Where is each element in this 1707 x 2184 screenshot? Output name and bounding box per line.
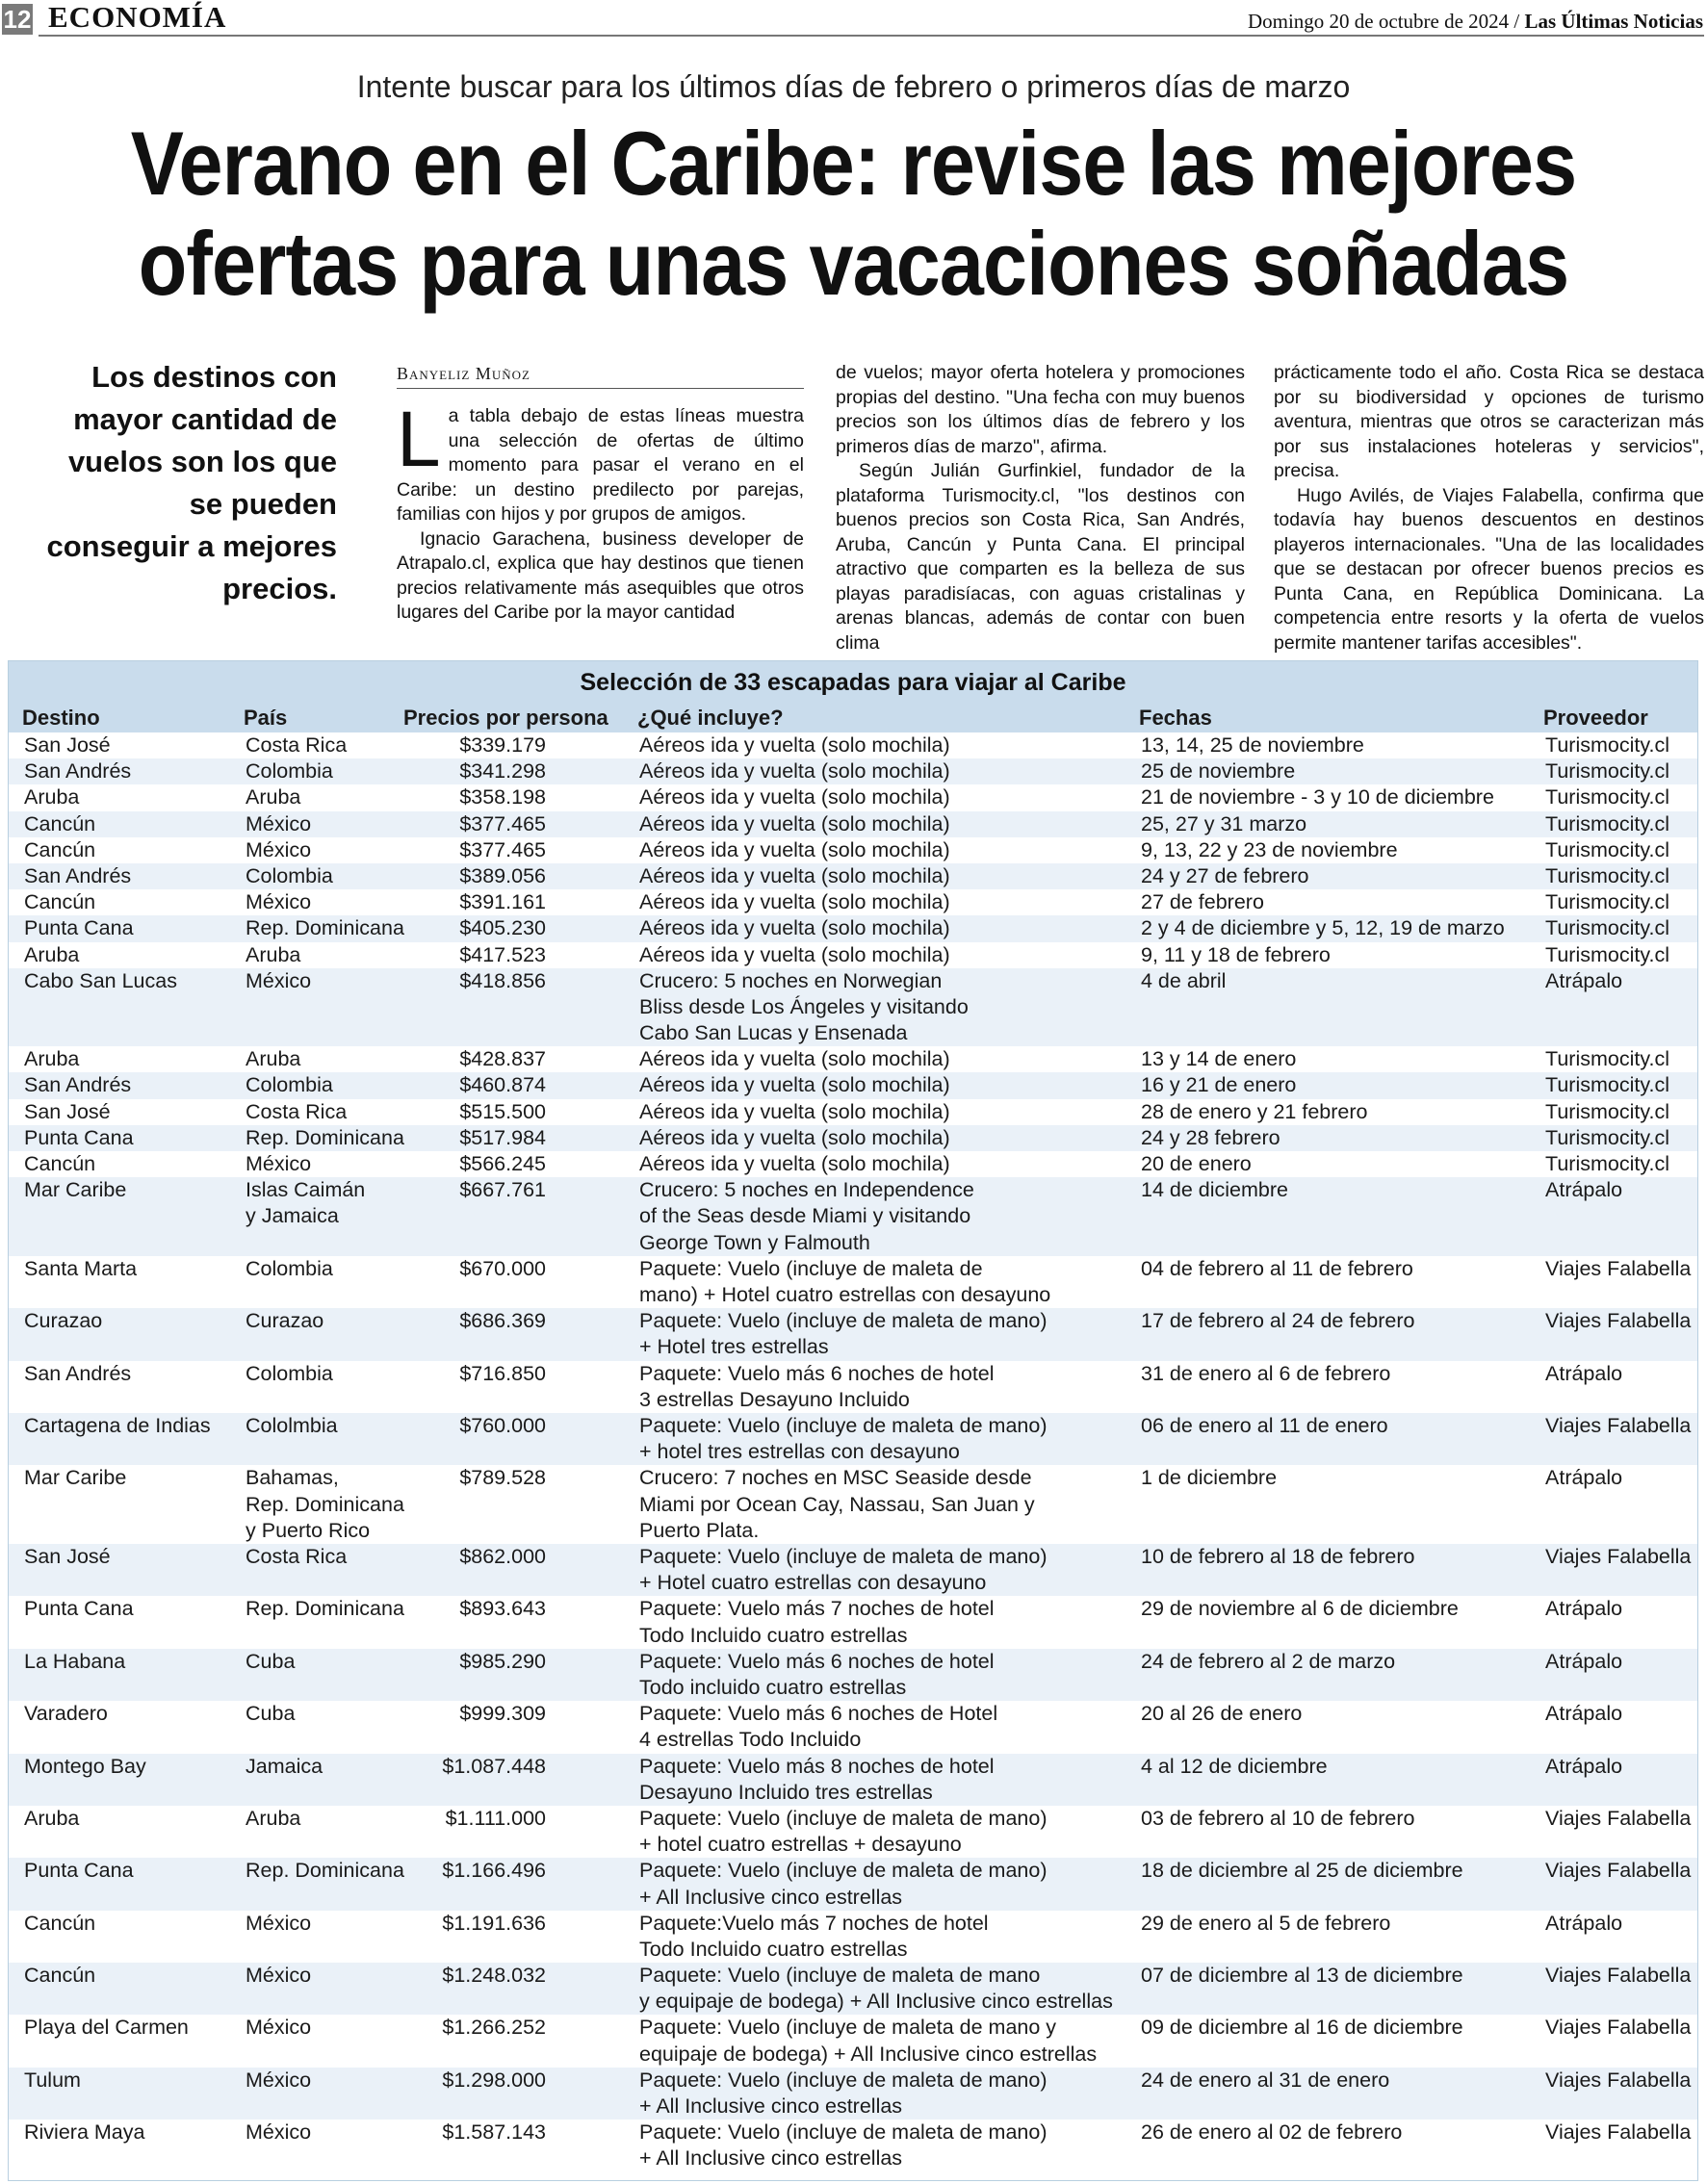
cell-pais: Islas Caimán y Jamaica: [246, 1178, 366, 1228]
table-row: [9, 968, 1697, 1047]
cell-proveedor: Atrápalo: [1545, 1754, 1623, 1778]
cell-precio: $405.230: [459, 916, 546, 940]
table-row: [9, 1125, 1697, 1151]
cell-proveedor: Viajes Falabella: [1545, 1309, 1692, 1333]
cell-pais: Colombia: [246, 1361, 333, 1385]
cell-pais: Rep. Dominicana: [246, 916, 404, 940]
cell-precio: $418.856: [459, 968, 546, 992]
cell-precio: $391.161: [459, 890, 546, 914]
cell-pais: Costa Rica: [246, 1544, 348, 1568]
cell-precio: $428.837: [459, 1047, 546, 1071]
table-row: [9, 1858, 1697, 1910]
cell-pais: Costa Rica: [246, 1099, 348, 1123]
cell-fechas: 14 de diciembre: [1141, 1178, 1288, 1202]
cell-pais: Cuba: [246, 1649, 296, 1673]
cell-incluye: Aéreos ida y vuelta (solo mochila): [639, 837, 950, 861]
headline-line-1: Verano en el Caribe: revise las mejores: [130, 113, 1577, 214]
cell-precio: $862.000: [459, 1544, 546, 1568]
table-row: [9, 2120, 1697, 2171]
cell-proveedor: Atrápalo: [1545, 1361, 1623, 1385]
cell-fechas: 4 de abril: [1141, 968, 1227, 992]
cell-destino: Aruba: [24, 942, 80, 966]
cell-destino: Cancún: [24, 890, 96, 914]
cell-incluye: Paquete: Vuelo (incluye de maleta de mano) + All Inclusive cinco estrellas: [639, 2068, 1047, 2119]
cell-destino: Cancún: [24, 837, 96, 861]
cell-proveedor: Turismocity.cl: [1545, 1125, 1669, 1149]
cell-precio: $686.369: [459, 1309, 546, 1333]
header-precio: Precios por persona: [403, 706, 608, 730]
table-row: [9, 1177, 1697, 1256]
cell-incluye: Paquete: Vuelo (incluye de maleta de mano) + All Inclusive cinco estrellas: [639, 1859, 1047, 1909]
cell-fechas: 04 de febrero al 11 de febrero: [1141, 1256, 1413, 1280]
cell-incluye: Aéreos ida y vuelta (solo mochila): [639, 1047, 950, 1071]
cell-pais: Rep. Dominicana: [246, 1597, 404, 1621]
table-row: [9, 732, 1697, 758]
cell-incluye: Paquete: Vuelo (incluye de maleta de mano) + Hotel cuatro estrellas con desayuno: [639, 1256, 1051, 1307]
dateline: [1248, 10, 1703, 34]
table-row: [9, 1256, 1697, 1308]
cell-pais: Bahamas, Rep. Dominicana y Puerto Rico: [246, 1466, 404, 1542]
article-column-3: [1274, 361, 1704, 655]
page-number: 12: [3, 5, 32, 34]
cell-destino: Cancún: [24, 811, 96, 835]
cell-fechas: 9, 11 y 18 de febrero: [1141, 942, 1331, 966]
cell-destino: San Andrés: [24, 759, 132, 784]
cell-incluye: Crucero: 5 noches en Norwegian Bliss desde Los Ángeles y visitando Cabo San Lucas y Ensenada: [639, 968, 969, 1045]
article-lead: Los destinos con mayor cantidad de vuelos son los que se pueden conseguir a mejores precios.: [46, 360, 337, 605]
header-destino: Destino: [22, 706, 100, 730]
article-column-1: [397, 396, 804, 626]
cell-precio: $1.111.000: [445, 1806, 546, 1830]
cell-destino: San José: [24, 1099, 111, 1123]
table-row: [9, 1754, 1697, 1806]
cell-proveedor: Viajes Falabella: [1545, 2016, 1692, 2040]
cell-fechas: 25, 27 y 31 marzo: [1141, 811, 1307, 835]
cell-proveedor: Viajes Falabella: [1545, 1964, 1692, 1988]
cell-pais: Aruba: [246, 1047, 301, 1071]
cell-fechas: 16 y 21 de enero: [1141, 1073, 1297, 1097]
table-row: [9, 784, 1697, 810]
cell-fechas: 17 de febrero al 24 de febrero: [1141, 1309, 1415, 1333]
cell-incluye: Paquete: Vuelo (incluye de maleta de mano) + hotel cuatro estrellas + desayuno: [639, 1806, 1047, 1857]
table-row: [9, 1151, 1697, 1177]
cell-destino: Punta Cana: [24, 1125, 134, 1149]
cell-precio: $670.000: [459, 1256, 546, 1280]
cell-fechas: 31 de enero al 6 de febrero: [1141, 1361, 1391, 1385]
cell-precio: $716.850: [459, 1361, 546, 1385]
cell-destino: Punta Cana: [24, 1597, 134, 1621]
cell-pais: Cololmbia: [246, 1413, 338, 1437]
cell-proveedor: Turismocity.cl: [1545, 1047, 1669, 1071]
cell-proveedor: Turismocity.cl: [1545, 863, 1669, 887]
cell-fechas: 06 de enero al 11 de enero: [1141, 1413, 1388, 1437]
cell-destino: Aruba: [24, 1047, 80, 1071]
cell-precio: $341.298: [459, 759, 546, 784]
cell-destino: Cabo San Lucas: [24, 968, 177, 992]
cell-incluye: Paquete: Vuelo más 7 noches de hotel Todo Incluido cuatro estrellas: [639, 1597, 995, 1647]
cell-proveedor: Viajes Falabella: [1545, 1806, 1692, 1830]
cell-precio: $566.245: [459, 1152, 546, 1176]
cell-precio: $1.166.496: [442, 1859, 546, 1883]
page-header: [0, 0, 1707, 39]
cell-fechas: 24 y 28 febrero: [1141, 1125, 1280, 1149]
cell-pais: México: [246, 1152, 312, 1176]
cell-destino: Punta Cana: [24, 916, 134, 940]
cell-fechas: 18 de diciembre al 25 de diciembre: [1141, 1859, 1463, 1883]
table-row: [9, 1596, 1697, 1648]
table-row: [9, 1649, 1697, 1701]
cell-fechas: 1 de diciembre: [1141, 1466, 1278, 1490]
cell-pais: México: [246, 837, 312, 861]
cell-pais: México: [246, 1964, 312, 1988]
publication-name: Las Últimas Noticias: [1524, 10, 1703, 33]
cell-destino: San Andrés: [24, 1361, 132, 1385]
table-body: [9, 732, 1697, 2172]
cell-destino: Mar Caribe: [24, 1178, 127, 1202]
cell-proveedor: Viajes Falabella: [1545, 2120, 1692, 2145]
cell-precio: $789.528: [459, 1466, 546, 1490]
cell-precio: $1.191.636: [442, 1911, 546, 1935]
cell-precio: $515.500: [459, 1099, 546, 1123]
cell-incluye: Paquete: Vuelo (incluye de maleta de mano) + All Inclusive cinco estrellas: [639, 2120, 1047, 2171]
cell-destino: Varadero: [24, 1702, 108, 1726]
cell-destino: Mar Caribe: [24, 1466, 127, 1490]
cell-proveedor: Turismocity.cl: [1545, 785, 1669, 809]
headline-line-2: ofertas para unas vacaciones soñadas: [138, 213, 1569, 314]
cell-incluye: Crucero: 5 noches en Independence of the Seas desde Miami y visitando George Town y Falmouth: [639, 1178, 974, 1254]
cell-proveedor: Viajes Falabella: [1545, 1413, 1692, 1437]
cell-incluye: Paquete: Vuelo (incluye de maleta de mano) + hotel tres estrellas con desayuno: [639, 1413, 1047, 1464]
cell-precio: $517.984: [459, 1125, 546, 1149]
cell-fechas: 4 al 12 de diciembre: [1141, 1754, 1328, 1778]
cell-precio: $667.761: [459, 1178, 546, 1202]
cell-pais: Aruba: [246, 785, 301, 809]
cell-fechas: 09 de diciembre al 16 de diciembre: [1141, 2016, 1463, 2040]
paragraph-text: a tabla debajo de estas líneas muestra una selección de ofertas de último momento para pasar el verano en el Caribe: un destino predilecto por parejas, familias con hijos y por grupos de amigos.: [397, 405, 804, 525]
cell-destino: Aruba: [24, 1806, 80, 1830]
cell-pais: México: [246, 890, 312, 914]
cell-fechas: 28 de enero y 21 febrero: [1141, 1099, 1368, 1123]
cell-pais: Cuba: [246, 1702, 296, 1726]
cell-destino: Montego Bay: [24, 1754, 146, 1778]
cell-proveedor: Viajes Falabella: [1545, 2068, 1692, 2092]
cell-proveedor: Viajes Falabella: [1545, 1544, 1692, 1568]
cell-proveedor: Turismocity.cl: [1545, 942, 1669, 966]
cell-proveedor: Turismocity.cl: [1545, 1099, 1669, 1123]
cell-precio: $1.248.032: [442, 1964, 546, 1988]
table-row: [9, 1308, 1697, 1360]
cell-pais: Colombia: [246, 863, 333, 887]
table-row: [9, 758, 1697, 784]
cell-pais: Costa Rica: [246, 733, 348, 757]
cell-fechas: 03 de febrero al 10 de febrero: [1141, 1806, 1415, 1830]
table-row: [9, 1046, 1697, 1072]
cell-pais: Rep. Dominicana: [246, 1125, 404, 1149]
cell-incluye: Crucero: 7 noches en MSC Seaside desde Miami por Ocean Cay, Nassau, San Juan y Puerto Plata.: [639, 1466, 1035, 1542]
cell-proveedor: Atrápalo: [1545, 1466, 1623, 1490]
cell-precio: $417.523: [459, 942, 546, 966]
cell-incluye: Aéreos ida y vuelta (solo mochila): [639, 1125, 950, 1149]
cell-proveedor: Atrápalo: [1545, 1178, 1623, 1202]
cell-pais: México: [246, 2016, 312, 2040]
cell-precio: $1.266.252: [442, 2016, 546, 2040]
cell-precio: $1.587.143: [442, 2120, 546, 2145]
table-row: [9, 811, 1697, 837]
cell-fechas: 25 de noviembre: [1141, 759, 1296, 784]
offers-table: [8, 660, 1698, 2181]
paragraph: Hugo Avilés, de Viajes Falabella, confirma que todavía hay buenos descuentos en destinos playeros internacionales. "Una de las localidades que se destacan por ofrecer buenos precios es Punta Cana, en República Dominicana. La competencia entre resorts y la oferta de vuelos permite mantener tarifas accesibles".: [1274, 484, 1704, 654]
cell-proveedor: Viajes Falabella: [1545, 1859, 1692, 1883]
cell-destino: La Habana: [24, 1649, 126, 1673]
cell-destino: San Andrés: [24, 1073, 132, 1097]
cell-destino: Tulum: [24, 2068, 81, 2092]
cell-proveedor: Turismocity.cl: [1545, 759, 1669, 784]
date-text: Domingo 20 de octubre de 2024 /: [1247, 10, 1520, 33]
cell-destino: Cancún: [24, 1911, 96, 1935]
cell-fechas: 10 de febrero al 18 de febrero: [1141, 1544, 1415, 1568]
table-title: Selección de 33 escapadas para viajar al Caribe: [9, 661, 1697, 704]
cell-pais: Aruba: [246, 1806, 301, 1830]
cell-destino: Cancún: [24, 1964, 96, 1988]
cell-incluye: Aéreos ida y vuelta (solo mochila): [639, 863, 950, 887]
cell-fechas: 26 de enero al 02 de febrero: [1141, 2120, 1403, 2145]
paragraph: Según Julián Gurfinkiel, fundador de la plataforma Turismocity.cl, "los destinos con buenos precios son Costa Rica, San Andrés, Aruba, Cancún y Punta Cana. El principal atractivo que comparten es la belleza de sus playas paradisíacas, con aguas cristalinas y arenas blancas, además de contar con buen clima: [836, 460, 1245, 654]
cell-destino: San José: [24, 733, 111, 757]
cell-precio: $1.087.448: [442, 1754, 546, 1778]
table-row: [9, 1361, 1697, 1413]
cell-destino: Santa Marta: [24, 1256, 138, 1280]
cell-fechas: 2 y 4 de diciembre y 5, 12, 19 de marzo: [1141, 916, 1505, 940]
cell-precio: $1.298.000: [442, 2068, 546, 2092]
cell-incluye: Aéreos ida y vuelta (solo mochila): [639, 890, 950, 914]
cell-fechas: 24 y 27 de febrero: [1141, 863, 1309, 887]
cell-incluye: Paquete: Vuelo (incluye de maleta de mano y equipaje de bodega) + All Inclusive cinco estrellas: [639, 1964, 1113, 2014]
cell-pais: Rep. Dominicana: [246, 1859, 404, 1883]
cell-fechas: 29 de enero al 5 de febrero: [1141, 1911, 1391, 1935]
cell-destino: Punta Cana: [24, 1859, 134, 1883]
header-pais: País: [244, 706, 288, 730]
cell-precio: $893.643: [459, 1597, 546, 1621]
cell-incluye: Paquete:Vuelo más 7 noches de hotel Todo Incluido cuatro estrellas: [639, 1911, 989, 1961]
table-row: [9, 1806, 1697, 1858]
table-row: [9, 942, 1697, 968]
cell-pais: México: [246, 2120, 312, 2145]
table-row: [9, 1911, 1697, 1963]
cell-fechas: 29 de noviembre al 6 de diciembre: [1141, 1597, 1459, 1621]
cell-pais: Aruba: [246, 942, 301, 966]
cell-pais: Colombia: [246, 1073, 333, 1097]
cell-fechas: 20 al 26 de enero: [1141, 1702, 1303, 1726]
cell-incluye: Paquete: Vuelo más 6 noches de hotel Todo incluido cuatro estrellas: [639, 1649, 995, 1699]
cell-destino: San José: [24, 1544, 111, 1568]
cell-incluye: Aéreos ida y vuelta (solo mochila): [639, 759, 950, 784]
cell-fechas: 9, 13, 22 y 23 de noviembre: [1141, 837, 1398, 861]
table-row: [9, 1701, 1697, 1753]
cell-fechas: 21 de noviembre - 3 y 10 de diciembre: [1141, 785, 1494, 809]
table-row: [9, 837, 1697, 863]
cell-incluye: Paquete: Vuelo más 6 noches de Hotel 4 estrellas Todo Incluido: [639, 1702, 998, 1752]
cell-fechas: 13, 14, 25 de noviembre: [1141, 733, 1364, 757]
cell-destino: San Andrés: [24, 863, 132, 887]
cell-incluye: Aéreos ida y vuelta (solo mochila): [639, 916, 950, 940]
cell-destino: Curazao: [24, 1309, 103, 1333]
table-row: [9, 915, 1697, 941]
table-row: [9, 1963, 1697, 2015]
cell-precio: $999.309: [459, 1702, 546, 1726]
cell-proveedor: Turismocity.cl: [1545, 916, 1669, 940]
cell-pais: México: [246, 968, 312, 992]
table-row: [9, 2068, 1697, 2120]
article-column-2: [836, 361, 1245, 655]
cell-precio: $985.290: [459, 1649, 546, 1673]
cell-precio: $460.874: [459, 1073, 546, 1097]
article-headline: [102, 114, 1604, 314]
cell-fechas: 27 de febrero: [1141, 890, 1264, 914]
byline: Banyeliz Muñoz: [397, 364, 804, 389]
cell-precio: $389.056: [459, 863, 546, 887]
header-proveedor: Proveedor: [1543, 706, 1648, 730]
header-fechas: Fechas: [1139, 706, 1212, 730]
cell-proveedor: Atrápalo: [1545, 1597, 1623, 1621]
cell-incluye: Aéreos ida y vuelta (solo mochila): [639, 1099, 950, 1123]
cell-fechas: 24 de enero al 31 de enero: [1141, 2068, 1390, 2092]
cell-precio: $377.465: [459, 811, 546, 835]
cell-proveedor: Turismocity.cl: [1545, 1152, 1669, 1176]
cell-proveedor: Turismocity.cl: [1545, 733, 1669, 757]
cell-pais: Colombia: [246, 1256, 333, 1280]
cell-proveedor: Atrápalo: [1545, 1649, 1623, 1673]
cell-destino: Playa del Carmen: [24, 2016, 189, 2040]
header-rule: [39, 35, 1704, 37]
article-kicker: Intente buscar para los últimos días de febrero o primeros días de marzo: [356, 69, 1351, 104]
cell-pais: México: [246, 2068, 312, 2092]
table-row: [9, 863, 1697, 889]
cell-destino: Cancún: [24, 1152, 96, 1176]
cell-pais: Colombia: [246, 759, 333, 784]
cell-incluye: Aéreos ida y vuelta (solo mochila): [639, 785, 950, 809]
cell-proveedor: Viajes Falabella: [1545, 1256, 1692, 1280]
cell-precio: $377.465: [459, 837, 546, 861]
paragraph: prácticamente todo el año. Costa Rica se destaca por su biodiversidad y opciones de turismo aventura, mientras que otros se caracterizan más por sus instalaciones hoteleras y servicios", precisa.: [1274, 362, 1704, 481]
table-row: [9, 2015, 1697, 2067]
cell-fechas: 13 y 14 de enero: [1141, 1047, 1297, 1071]
section-title: ECONOMÍA: [48, 0, 227, 34]
cell-incluye: Aéreos ida y vuelta (solo mochila): [639, 1152, 950, 1176]
cell-proveedor: Turismocity.cl: [1545, 890, 1669, 914]
cell-incluye: Paquete: Vuelo más 8 noches de hotel Desayuno Incluido tres estrellas: [639, 1754, 995, 1804]
cell-proveedor: Atrápalo: [1545, 968, 1623, 992]
cell-destino: Riviera Maya: [24, 2120, 145, 2145]
cell-proveedor: Turismocity.cl: [1545, 837, 1669, 861]
cell-incluye: Aéreos ida y vuelta (solo mochila): [639, 811, 950, 835]
cell-incluye: Paquete: Vuelo (incluye de maleta de mano) + Hotel tres estrellas: [639, 1309, 1047, 1359]
cell-destino: Aruba: [24, 785, 80, 809]
cell-proveedor: Atrápalo: [1545, 1911, 1623, 1935]
cell-proveedor: Turismocity.cl: [1545, 1073, 1669, 1097]
cell-fechas: 24 de febrero al 2 de marzo: [1141, 1649, 1396, 1673]
cell-incluye: Paquete: Vuelo más 6 noches de hotel 3 estrellas Desayuno Incluido: [639, 1361, 995, 1411]
table-header: [9, 704, 1697, 732]
cell-incluye: Paquete: Vuelo (incluye de maleta de mano) + Hotel cuatro estrellas con desayuno: [639, 1544, 1047, 1595]
cell-precio: $339.179: [459, 733, 546, 757]
table-row: [9, 889, 1697, 915]
cell-pais: México: [246, 1911, 312, 1935]
cell-pais: Curazao: [246, 1309, 324, 1333]
table-row: [9, 1413, 1697, 1465]
cell-destino: Cartagena de Indias: [24, 1413, 211, 1437]
cell-incluye: Aéreos ida y vuelta (solo mochila): [639, 1073, 950, 1097]
header-incluye: ¿Qué incluye?: [637, 706, 784, 730]
paragraph: [397, 396, 804, 527]
drop-cap: L: [397, 396, 441, 483]
table-row: [9, 1099, 1697, 1125]
paragraph: Ignacio Garachena, business developer de Atrapalo.cl, explica que hay destinos que tienen precios relativamente más asequibles que otros lugares del Caribe por la mayor cantidad: [397, 527, 804, 623]
cell-precio: $760.000: [459, 1413, 546, 1437]
paragraph: de vuelos; mayor oferta hotelera y promociones propias del destino. "Una fecha con muy buenos precios son los últimos días de febrero y los primeros días de marzo", afirma.: [836, 362, 1245, 457]
cell-pais: Jamaica: [246, 1754, 323, 1778]
cell-fechas: 20 de enero: [1141, 1152, 1252, 1176]
table-row: [9, 1072, 1697, 1098]
cell-precio: $358.198: [459, 785, 546, 809]
cell-incluye: Aéreos ida y vuelta (solo mochila): [639, 942, 950, 966]
cell-incluye: Aéreos ida y vuelta (solo mochila): [639, 733, 950, 757]
table-row: [9, 1544, 1697, 1596]
cell-pais: México: [246, 811, 312, 835]
cell-incluye: Paquete: Vuelo (incluye de maleta de mano y equipaje de bodega) + All Inclusive cinco estrellas: [639, 2016, 1098, 2066]
cell-fechas: 07 de diciembre al 13 de diciembre: [1141, 1964, 1463, 1988]
table-row: [9, 1465, 1697, 1544]
cell-proveedor: Turismocity.cl: [1545, 811, 1669, 835]
cell-proveedor: Atrápalo: [1545, 1702, 1623, 1726]
